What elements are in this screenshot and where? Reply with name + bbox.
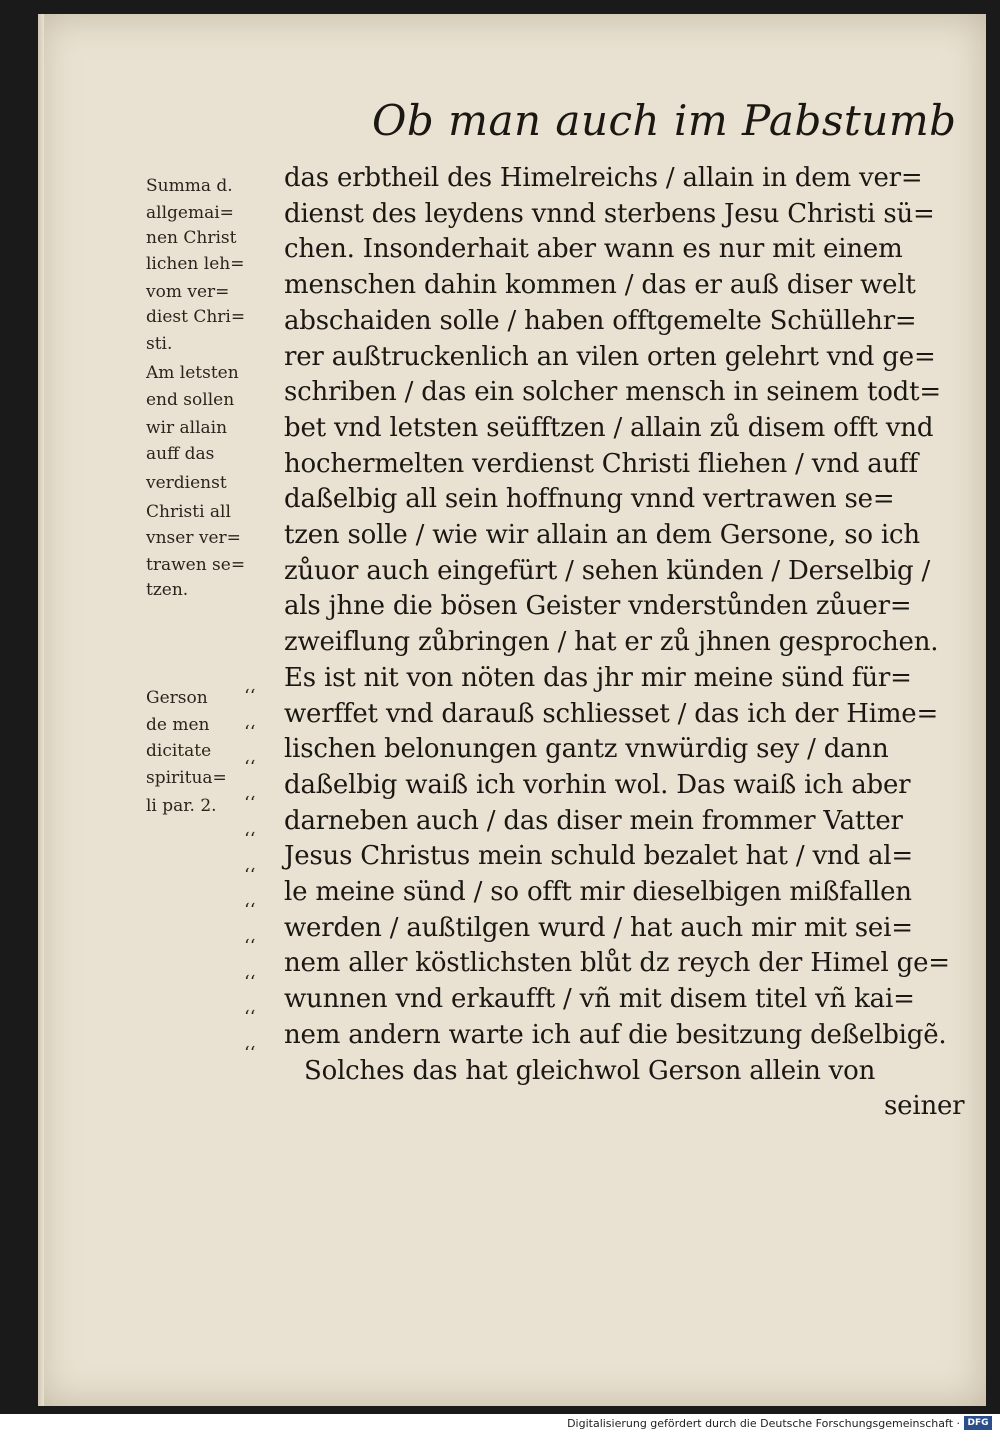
margin-note-line: Summa d. <box>146 176 233 196</box>
funding-credit: Digitalisierung gefördert durch die Deutsche Forschungsgemeinschaft · <box>567 1417 960 1430</box>
text-line: schriben / das ein solcher mensch in seinem todt= <box>284 377 941 408</box>
margin-note-line: sti. <box>146 334 173 354</box>
quote-mark: ‘‘ <box>244 1007 256 1029</box>
text-line: das erbtheil des Himelreichs / allain in dem ver= <box>284 163 923 193</box>
text-line: chen. Insonderhait aber wann es nur mit einem <box>284 234 903 265</box>
quote-mark: ‘‘ <box>244 757 256 779</box>
text-line: nem aller köstlichsten blůt dz reych der Himel ge= <box>284 948 950 979</box>
quote-mark: ‘‘ <box>244 864 256 886</box>
margin-note-line: vnser ver= <box>146 528 241 548</box>
page-edge <box>38 14 44 1406</box>
text-line: tzen solle / wie wir allain an dem Gersone, so ich <box>284 520 920 550</box>
text-line: hochermelten verdienst Christi fliehen / vnd auff <box>284 448 918 479</box>
quote-mark: ‘‘ <box>244 935 256 957</box>
margin-note-line: allgemai= <box>146 203 234 223</box>
text-line: le meine sünd / so offt mir dieselbigen mißfallen <box>284 877 912 907</box>
quote-mark: ‘‘ <box>244 721 256 743</box>
text-line: wunnen vnd erkaufft / vñ mit disem titel vñ kai= <box>284 984 915 1015</box>
text-line: darneben auch / das diser mein frommer Vatter <box>284 805 903 836</box>
text-line: dienst des leydens vnnd sterbens Jesu Christi sü= <box>284 198 935 229</box>
margin-note-line: vom ver= <box>146 282 230 302</box>
text-line: seiner <box>884 1091 965 1122</box>
margin-note-line: spiritua= <box>146 768 227 788</box>
quote-mark: ‘‘ <box>244 793 256 815</box>
running-header: Ob man auch im Pabstumb <box>372 96 957 145</box>
margin-note-line: dicitate <box>146 741 212 761</box>
margin-note-line: li par. 2. <box>146 796 217 816</box>
text-line: werden / außtilgen wurd / hat auch mir mit sei= <box>284 912 913 943</box>
text-line: Es ist nit von nöten das jhr mir meine sünd für= <box>284 662 912 693</box>
text-line: Solches das hat gleichwol Gerson allein von <box>304 1055 876 1086</box>
margin-note-line: wir allain <box>146 418 228 438</box>
dfg-logo: DFG <box>964 1416 992 1430</box>
text-line: als jhne die bösen Geister vnderstůnden zůuer= <box>284 591 912 622</box>
margin-note-line: nen Christ <box>146 228 237 248</box>
quote-mark: ‘‘ <box>244 900 256 922</box>
margin-note-line: lichen leh= <box>146 254 245 274</box>
quote-mark: ‘‘ <box>244 686 256 707</box>
text-line: menschen dahin kommen / das er auß diser welt <box>284 270 916 301</box>
margin-note-line: diest Chri= <box>146 307 246 327</box>
quote-mark: ‘‘ <box>244 971 256 993</box>
margin-note-line: auff das <box>146 444 215 464</box>
quote-mark: ‘‘ <box>244 828 256 850</box>
text-line: bet vnd letsten seüfftzen / allain zů disem offt vnd <box>284 412 934 443</box>
margin-note-line: Gerson <box>146 688 208 708</box>
text-line: Jesus Christus mein schuld bezalet hat / vnd al= <box>284 841 913 872</box>
margin-note-line: de men <box>146 715 210 735</box>
text-line: daßelbig waiß ich vorhin wol. Das waiß ich aber <box>284 769 911 800</box>
margin-note-line: tzen. <box>146 580 189 600</box>
text-line: werffet vnd darauß schliesset / das ich der Hime= <box>284 698 939 729</box>
quote-mark: ‘‘ <box>244 1043 256 1064</box>
margin-note-line: Am letsten <box>146 363 239 383</box>
margin-note-line: trawen se= <box>146 555 246 575</box>
margin-note-line: end sollen <box>146 390 235 410</box>
text-line: nem andern warte ich auf die besitzung deßelbigẽ. <box>284 1019 947 1050</box>
text-line: zůuor auch eingefürt / sehen künden / Derselbig / <box>284 555 931 586</box>
text-line: zweiflung zůbringen / hat er zů jhnen gesprochen. <box>284 627 939 658</box>
margin-note-line: verdienst <box>146 473 227 493</box>
text-line: rer außtruckenlich an vilen orten gelehrt vnd ge= <box>284 341 936 372</box>
text-line: lischen belonungen gantz vnwürdig sey / dann <box>284 734 889 765</box>
text-line: daßelbig all sein hoffnung vnnd vertrawen se= <box>284 484 895 515</box>
text-line: abschaiden solle / haben offtgemelte Schüllehr= <box>284 305 917 336</box>
margin-note-line: Christi all <box>146 502 231 522</box>
